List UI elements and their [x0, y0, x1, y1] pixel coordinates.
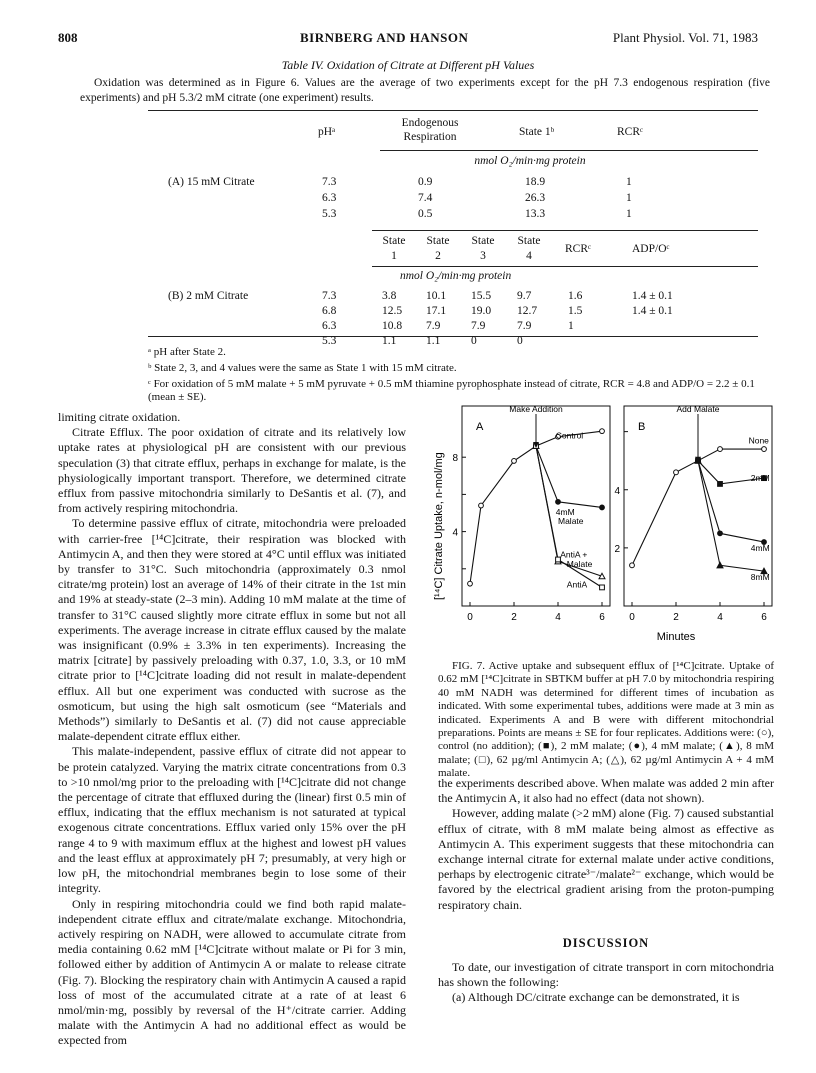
paragraph: However, adding malate (>2 mM) alone (Fig. 7) caused substantial efflux of citrate, with 8 mM malate being almost as effective as Antimycin A. This experiment suggests that these mitochondria can exchange internal citrate for external malate under active conditions, perhaps by electrogenic citrate³⁻/malate²⁻ exchange, which would be favored by the electrical gradient arising from the proton-pumping respiratory chain. [438, 806, 774, 912]
data-point [718, 482, 723, 487]
table-b-cell: 1.1 [426, 335, 441, 347]
x-tick-label: 6 [761, 612, 767, 623]
table-b-cell: 7.9 [471, 320, 486, 332]
data-point [512, 459, 517, 464]
data-point [479, 503, 484, 508]
series-label: Malate [566, 558, 593, 569]
table-a-cell: 0.5 [418, 208, 433, 220]
col-b-state3-num: 3 [480, 250, 486, 262]
table-b-unit-rule [372, 266, 758, 267]
paragraph: (a) Although DC/citrate exchange can be demonstrated, it is [452, 990, 740, 1005]
footnote-c: ᶜ For oxidation of 5 mM malate + 5 mM pyruvate + 0.5 mM thiamine pyrophosphate instead of citrate, RCR = 4.8 and ADP/O = 2.2 ± 0.1 (mean ± SE). [148, 378, 755, 403]
paragraph: This malate-independent, passive efflux of citrate did not appear to be protein catalyzed. Varying the matrix citrate concentrations from 0.3 to >10 nmol/mg prior to the preloading with [¹⁴C]citrate did not change the percentage of citrate that effluxed during the (linear) first 0.5 min of efflux, indicating that the efflux mechanism is not saturated at typical exogenous citrate concentrations. Efflux varied only 15% over the pH range 4 to 9 with maximum efflux at the highest and lowest pH values and the least efflux at approximately pH 7; presumably, at very high or low pH, the mitochondrial membranes begin to lose some of their integrity. [58, 744, 406, 896]
x-tick-label: 6 [599, 612, 605, 623]
y-tick-label: 4 [452, 527, 458, 539]
table-caption: Table IV. Oxidation of Citrate at Different pH Values [281, 58, 535, 72]
series-label: 4mM [750, 542, 770, 553]
table-b-cell: 9.7 [517, 290, 532, 302]
series-line [632, 449, 764, 565]
y-axis-label: [¹⁴C] Citrate Uptake, n-mol/mg [433, 452, 445, 600]
table-b-cell: 5.3 [322, 335, 337, 347]
figure-7 [428, 400, 774, 650]
col-rcr: RCRᶜ [617, 126, 643, 138]
table-a-cell: 13.3 [525, 208, 546, 220]
col-b-state3: State [471, 235, 495, 247]
col-ph: pHᵃ [318, 126, 336, 138]
col-b-state4-num: 4 [526, 250, 532, 262]
col-b-state1-num: 1 [391, 250, 397, 262]
data-point [762, 447, 767, 452]
panel-letter: A [476, 421, 484, 433]
table-b-cell: 1.4 ± 0.1 [632, 305, 673, 317]
y-tick-label: 2 [614, 543, 620, 555]
section-a-label: (A) 15 mM Citrate [168, 176, 255, 188]
left-column [58, 410, 406, 1049]
x-tick-label: 0 [629, 612, 635, 623]
addition-label: Add Malate [676, 404, 720, 414]
figure-caption: FIG. 7. Active uptake and subsequent efflux of [¹⁴C]citrate. Uptake of 0.62 mM [¹⁴C]citrate in SBTKM buffer at pH 7.0 by mitochondria respiring 40 mM NADH was determined for different times of incubation as indicated. With some experimental tubes, additions were made at 3 min as indicated. Experiments A and B were with different mitochondrial preparations. Points are means ± SE for four replicates. Additions were: (○), control (no addition); (■), 2 mM malate; (●), 4 mM malate; (▲), 8 mM malate; (□), 62 µg/ml Antimycin A; (△), 62 µg/ml Antimycin A + 4 mM malate. [438, 660, 774, 780]
addition-label: Make Addition [509, 404, 563, 414]
table-b-cell: 1.6 [568, 290, 583, 302]
section-b-label: (B) 2 mM Citrate [168, 290, 249, 302]
table-b-cell: 7.9 [517, 320, 532, 332]
table-b-cell: 12.7 [517, 305, 538, 317]
table-a-cell: 26.3 [525, 192, 546, 204]
x-tick-label: 4 [717, 612, 723, 623]
table-a-cell: 7.3 [322, 176, 337, 188]
table-b-cell: 10.1 [426, 290, 447, 302]
table-b-cell: 1.5 [568, 305, 583, 317]
table-b-cell: 0 [471, 335, 477, 347]
series-label: Control [555, 430, 584, 441]
table-top-rule [148, 110, 758, 111]
x-axis-label: Minutes [656, 631, 696, 643]
table-b-cell: 0 [517, 335, 523, 347]
discussion-heading: DISCUSSION [562, 936, 650, 950]
table-b-cell: 12.5 [382, 305, 403, 317]
x-tick-label: 2 [511, 612, 517, 623]
x-tick-label: 2 [673, 612, 679, 623]
data-point [600, 585, 605, 590]
footnote-b: ᵇ State 2, 3, and 4 values were the same as State 1 with 15 mM citrate. [148, 362, 457, 374]
col-b-adpo: ADP/Oᶜ [632, 243, 670, 255]
table-b-cell: 19.0 [471, 305, 492, 317]
series-label: 4mM [555, 506, 575, 517]
col-state1: State 1ᵇ [519, 126, 555, 138]
col-b-state2-num: 2 [435, 250, 441, 262]
data-point [600, 429, 605, 434]
paragraph: To date, our investigation of citrate transport in corn mitochondria has shown the following: [438, 960, 774, 990]
table-a-cell: 0.9 [418, 176, 433, 188]
paragraph: limiting citrate oxidation. [58, 410, 181, 424]
series-label: Malate [558, 516, 584, 527]
paragraph: To determine passive efflux of citrate, mitochondria were preloaded with carrier-free [¹⁴C]citrate, their respiration was blocked with Antimycin A, and then they were stored at 4°C until efflux was initiated by transfer to 31°C. Such mitochondria (approximately 0.3 nmol citrate/mg protein) lost an average of 14% of their citrate in the 1st min and 19% at steady-state (2–3 min). Adding 10 mM malate at the time of transfer to 31°C caused slightly more citrate efflux in some but not all experiments. The average increase in citrate efflux caused by the malate was insignificant (0.9% ± 3.3% in ten experiments). Increasing the matrix [citrate] by passively preloading with 0.37, 1.0, 3.3, or 10 mM citrate prior to [¹⁴C]citrate loading did not result in malate-dependent efflux. All but one experiment was conducted with sucrose as the osmoticum, but using the high salt osmoticum (see “Materials and Methods”) similarly to DeSantis et al. (7) did not cause appreciable malate-dependent citrate efflux either. [58, 516, 406, 744]
table-unit-rule-a [380, 150, 758, 151]
right-column-discussion [438, 960, 774, 1006]
journal-citation: Plant Physiol. Vol. 71, 1983 [612, 30, 758, 45]
running-authors: BIRNBERG AND HANSON [300, 30, 469, 45]
table-b-cell: 6.3 [322, 320, 337, 332]
panel-a [452, 404, 610, 623]
x-tick-label: 4 [555, 612, 561, 623]
data-point [718, 531, 723, 536]
table-a-cell: 1 [626, 192, 632, 204]
table-bottom-rule [148, 336, 758, 337]
col-endogenous: Endogenous [401, 117, 459, 129]
paragraph-citrate-efflux: Citrate Efflux. The poor oxidation of citrate and its relatively low uptake rates at physiological pH are consistent with our previous speculation (3) that citrate efflux, perhaps in exchange for malate, is the physiologically important transport. Therefore, we determined citrate efflux from passive mitochondria similarly to DeSantis et al. (7), and from actively respiring mitochondria. [58, 425, 406, 516]
table-a-cell: 5.3 [322, 208, 337, 220]
data-point [630, 563, 635, 568]
table-b-cell: 10.8 [382, 320, 403, 332]
footnote-a: ᵃ pH after State 2. [148, 346, 226, 358]
table-b-cell: 1.1 [382, 335, 397, 347]
table-b-cell: 3.8 [382, 290, 397, 302]
table-b-cell: 6.8 [322, 305, 337, 317]
col-b-state1: State [382, 235, 406, 247]
series-label: AntiA + [560, 549, 588, 560]
table-a-cell: 1 [626, 208, 632, 220]
data-point [556, 499, 561, 504]
unit-label-b: nmol O₂/min·mg protein [400, 270, 512, 282]
paragraph: Only in respiring mitochondria could we find both rapid malate-independent citrate efflux and citrate/malate exchange. Mitochondria, actively respiring on NADH, were allowed to accumulate citrate from media containing 0.62 mM [¹⁴C]citrate without malate or Pi for 3 min, followed either by addition of Antimycin A or malate to release citrate (Fig. 7). Blocking the respiratory chain with Antimycin A caused a rapid loss of most of the accumulated citrate at a rate of at least 6 nmol/min·mg, possibly by reversal of the H⁺/citrate carrier. Adding malate with the Antimycin A had no additional effect as would be expected from [58, 896, 406, 1048]
data-point [718, 447, 723, 452]
table-b-cell: 1.4 ± 0.1 [632, 290, 673, 302]
y-tick-label: 4 [614, 485, 620, 497]
col-b-state4: State [517, 235, 541, 247]
col-b-state2: State [426, 235, 450, 247]
series-label: 8mM [750, 571, 770, 582]
data-point [674, 470, 679, 475]
paragraph: the experiments described above. When malate was added 2 min after the Antimycin A, it also had no effect (data not shown). [438, 776, 774, 806]
table-note: Oxidation was determined as in Figure 6. Values are the average of two experiments except for the pH 7.3 endogenous respiration (five experiments) and pH 5.3/2 mM citrate (one experiment) results. [80, 77, 770, 104]
table-b-cell: 17.1 [426, 305, 447, 317]
col-respiration: Respiration [403, 131, 457, 143]
data-point [468, 581, 473, 586]
panel-b [614, 404, 772, 623]
table-a-cell: 1 [626, 176, 632, 188]
table-b-cell: 7.9 [426, 320, 441, 332]
page-number: 808 [58, 30, 78, 45]
table-b-cell: 1 [568, 320, 574, 332]
y-tick-label: 8 [452, 453, 458, 465]
table-a-cell: 18.9 [525, 176, 546, 188]
table-a-cell: 7.4 [418, 192, 433, 204]
data-point [600, 505, 605, 510]
series-label: 2mM [750, 473, 770, 484]
table-b-cell: 7.3 [322, 290, 337, 302]
table-a-cell: 6.3 [322, 192, 337, 204]
series-label: None [748, 435, 769, 446]
table-b-top-rule [372, 230, 758, 231]
right-column [438, 776, 774, 913]
series-label: AntiA [566, 579, 588, 590]
x-tick-label: 0 [467, 612, 473, 623]
table-b-cell: 15.5 [471, 290, 492, 302]
panel-letter: B [638, 421, 646, 433]
unit-label-a: nmol O₂/min·mg protein [474, 155, 586, 167]
col-b-rcr: RCRᶜ [565, 243, 591, 255]
